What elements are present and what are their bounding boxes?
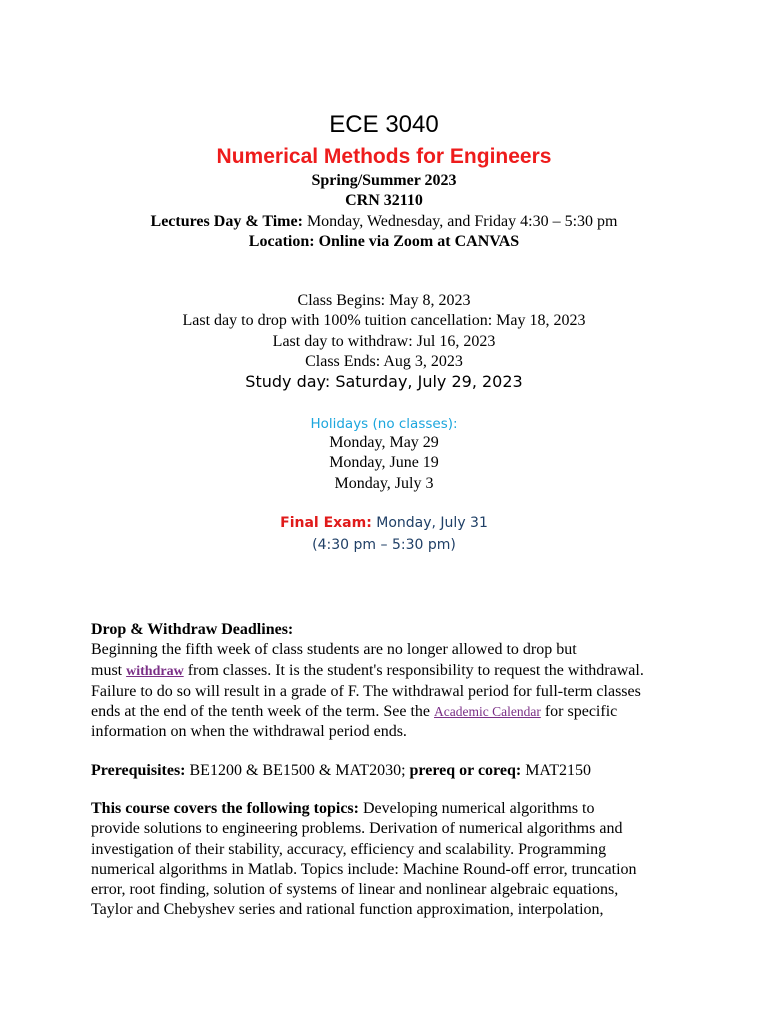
holiday-item: Monday, May 29 [329,434,439,451]
drop-line-text: for specific [540,703,618,721]
topics-line: error, root finding, solution of systems of linear and nonlinear algebraic equations, [91,881,619,899]
term: Spring/Summer 2023 [311,172,457,189]
course-code: ECE 3040 [329,111,439,138]
drop-cancel-date: Last day to drop with 100% tuition cancellation: May 18, 2023 [182,312,586,330]
withdraw-date: Last day to withdraw: Jul 16, 2023 [272,332,496,350]
topics-line: Taylor and Chebyshev series and rational function approximation, interpolation, [91,901,604,919]
drop-withdraw-section [91,620,691,743]
topics-line: investigation of their stability, accuracy, efficiency and scalability. Programming [91,840,607,858]
drop-heading: Drop & Withdraw Deadlines: [91,621,294,638]
holiday-item: Monday, July 3 [334,474,434,492]
class-begins: Class Begins: May 8, 2023 [297,292,471,309]
course-title: Numerical Methods for Engineers [216,145,552,168]
academic-calendar-link[interactable]: Academic Calendar [434,704,541,720]
topics-line: provide solutions to engineering problems. Derivation of numerical algorithms and [91,820,623,838]
lectures-label: Lectures Day & Time: [150,213,303,230]
topics-text: Developing numerical algorithms to [358,800,595,817]
location: Location: Online via Zoom at CANVAS [248,233,520,250]
withdraw-link[interactable]: withdraw [126,663,184,679]
lectures-line [0,212,768,232]
lectures-value: Monday, Wednesday, and Friday 4:30 – 5:30 pm [302,213,618,230]
final-exam-date: Monday, July 31 [371,515,488,531]
final-exam [0,513,768,534]
class-ends: Class Ends: Aug 3, 2023 [305,352,463,370]
drop-line-text: ends at the end of the tenth week of the term. See the [91,703,434,721]
crn: CRN 32110 [345,192,423,209]
holiday-item: Monday, June 19 [329,454,439,472]
prereq-label: Prerequisites: [91,762,186,779]
topics-section [91,799,691,921]
study-day: Study day: Saturday, July 29, 2023 [245,372,523,392]
topics-label: This course covers the following topics: [91,800,359,817]
holidays-heading: Holidays (no classes): [310,416,458,432]
coreq-label: prereq or coreq: [409,762,522,779]
drop-line: Failure to do so will result in a grade of F. The withdrawal period for full-term classes [91,682,641,700]
final-exam-label: Final Exam: [280,515,372,531]
drop-line-text: must [91,661,127,679]
prerequisites [91,761,691,781]
coreq-value: MAT2150 [521,762,591,779]
drop-line-text: from classes. It is the student's responsibility to request the withdrawal. [183,661,644,679]
final-exam-time: (4:30 pm – 5:30 pm) [312,537,456,553]
drop-line: information on when the withdrawal period ends. [91,723,407,741]
prereq-value: BE1200 & BE1500 & MAT2030; [185,762,410,779]
topics-line: numerical algorithms in Matlab. Topics include: Machine Round-off error, truncation [91,860,637,878]
holidays-list [0,433,768,494]
dates-block [0,291,768,392]
drop-line: Beginning the fifth week of class students are no longer allowed to drop but [91,641,577,659]
